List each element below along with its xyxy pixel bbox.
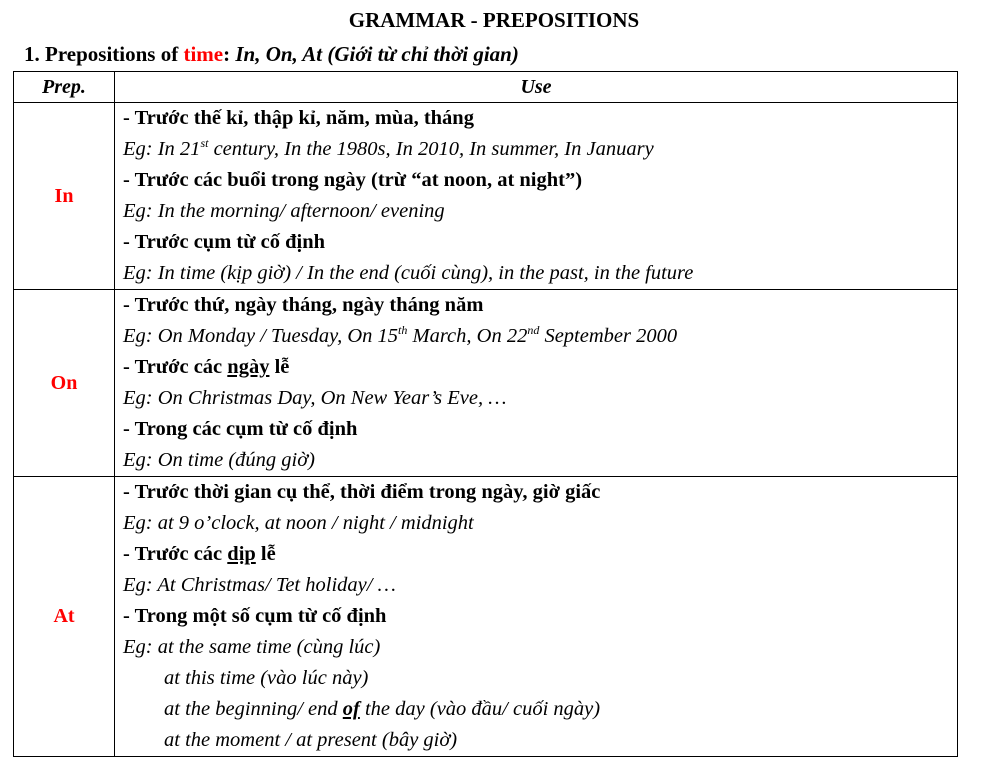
example-line-indented: at the moment / at present (bây giờ): [164, 729, 458, 751]
underlined-word: of: [342, 698, 360, 720]
ordinal-suffix: th: [398, 323, 408, 338]
example-text: Eg: In 21: [123, 138, 201, 160]
section-prefix: Prepositions of: [45, 42, 179, 66]
example-text: century, In the 1980s, In 2010, In summer, In January: [208, 138, 654, 160]
rule-line: [123, 352, 957, 383]
rule-line: - Trước thứ, ngày tháng, ngày tháng năm: [123, 294, 484, 316]
rule-line: [123, 539, 957, 570]
header-use: Use: [115, 72, 958, 103]
table-row-in: [14, 103, 958, 290]
rule-line: - Trước cụm từ cố định: [123, 231, 326, 253]
rule-line: - Trong các cụm từ cố định: [123, 418, 358, 440]
example-line-indented: [123, 694, 957, 725]
section-rest: In, On, At (Giới từ chỉ thời gian): [235, 42, 519, 66]
section-heading: [24, 40, 519, 68]
use-cell: [115, 477, 958, 757]
example-text: September 2000: [539, 325, 678, 347]
prep-cell: On: [14, 290, 115, 477]
use-cell: [115, 290, 958, 477]
underlined-word: ngày: [227, 356, 270, 378]
example-line: [123, 134, 957, 165]
rule-text: lễ: [269, 356, 290, 378]
rule-line: - Trước thế kỉ, thập kỉ, năm, mùa, tháng: [123, 107, 474, 129]
page-title: GRAMMAR - PREPOSITIONS: [348, 8, 640, 32]
rule-line: - Trước các buổi trong ngày (trừ “at noon, at night”): [123, 169, 583, 191]
rule-line: - Trong một số cụm từ cố định: [123, 605, 387, 627]
use-cell: [115, 103, 958, 290]
example-line-indented: at this time (vào lúc này): [164, 667, 369, 689]
rule-line: - Trước thời gian cụ thể, thời điểm trong ngày, giờ giấc: [123, 481, 601, 503]
section-keyword: time: [183, 42, 224, 66]
example-line: Eg: at the same time (cùng lúc): [123, 636, 381, 658]
example-text: March, On 22: [407, 325, 528, 347]
underlined-word: dịp: [227, 543, 256, 565]
example-text: Eg: On Monday / Tuesday, On 15: [123, 325, 399, 347]
section-colon: :: [223, 42, 231, 66]
example-line: Eg: In the morning/ afternoon/ evening: [123, 200, 445, 222]
rule-text: lễ: [255, 543, 276, 565]
prep-cell: In: [14, 103, 115, 290]
prep-cell: At: [14, 477, 115, 757]
example-line: Eg: On time (đúng giờ): [123, 449, 315, 471]
ordinal-suffix: st: [200, 136, 209, 151]
table-row-at: [14, 477, 958, 757]
example-line: Eg: On Christmas Day, On New Year’s Eve, …: [123, 387, 507, 409]
ordinal-suffix: nd: [527, 323, 540, 338]
rule-text: - Trước các: [123, 356, 228, 378]
table-row-on: [14, 290, 958, 477]
table-header-row: [14, 72, 958, 103]
example-line: Eg: At Christmas/ Tet holiday/ …: [123, 574, 396, 596]
section-number: 1.: [24, 42, 40, 66]
example-line: [123, 321, 957, 352]
example-text: at the beginning/ end: [164, 698, 343, 720]
example-line: Eg: at 9 o’clock, at noon / night / midnight: [123, 512, 474, 534]
example-line: Eg: In time (kịp giờ) / In the end (cuối cùng), in the past, in the future: [123, 262, 694, 284]
prepositions-table: [13, 71, 958, 757]
header-prep: Prep.: [14, 72, 115, 103]
example-text: the day (vào đầu/ cuối ngày): [359, 698, 601, 720]
rule-text: - Trước các: [123, 543, 228, 565]
